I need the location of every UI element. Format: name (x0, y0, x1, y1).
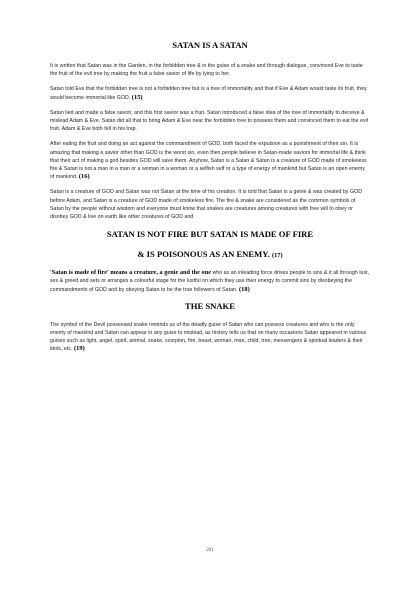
paragraph-text: Satan lied and made a false savior, and this first savior was a fruit. Satan introduced a false idea of the tree of immortality to deceive & mislead Adam & Eve. Satan did all that to bring Adam & Eve near the forbidden tree to possess them and convinced them to eat the evil fruit. Adam & Eve both fell in his trap. (50, 109, 369, 133)
paragraph (50, 140, 370, 181)
footnote-ref: (15) (131, 93, 143, 101)
paragraph (50, 85, 370, 101)
heading-text: & IS POISONOUS AS AN ENEMY. (137, 249, 270, 260)
section-1-body (50, 62, 370, 221)
paragraph-text: The symbol of the Devil possessed snake reminds us of the deadly guise of Satan who can possess creatures and who is the only enemy of mankind and Satan can appear in any guise to mislead, as history tells us that on many occasions Satan appeared in various guises such as light, angel, spirit, animal, snake, scorpion, fire, beast, woman, man, child, tree, messengers & spiritual leaders & their idols, etc. (50, 321, 367, 353)
heading-satan-is-a-satan: SATAN IS A SATAN (172, 40, 248, 50)
heading-the-snake: THE SNAKE (185, 300, 235, 311)
heading-not-fire: SATAN IS NOT FIRE BUT SATAN IS MADE OF FIRE (106, 229, 314, 240)
footnote-ref: (19) (73, 345, 85, 353)
footnote-ref: (16) (78, 173, 90, 181)
heading-poisonous (50, 249, 370, 259)
footnote-ref: (18) (238, 285, 250, 293)
paragraph-text: who as an inleading force drives people to sins & it all through lust, sex & greed and sets or arranges a colourful stage for the lustful on which they use their energy to commit sins by disobeying the commandments of GOD and by obeying Satan to be the true followers of Satan. (50, 270, 370, 293)
paragraph-text: After eating the fruit and doing an act against the commandment of GOD, both faced the expulsion as a punishment of their sin. It is amazing that making a savior other than GOD is the worst sin, even then people believe in Satan-made saviors for immortal life & think that their act of making a god besides GOD will save them. Anyhow, Satan is a Satan & Satan is a creature of GOD made of smokeless fire & Satan is not a man in a man or a woman in a woman or a selfish self or a type of energy of mankind but Satan is an open enemy of mankind. (50, 141, 367, 181)
paragraph-text: It is written that Satan was in the Garden, in the forbidden tree & in the guise of a snake and through dialogue, convinced Eve to taste the fruit of the evil tree by making the fruit a false savior of life by lying to her. (50, 63, 363, 78)
paragraph (50, 62, 370, 78)
paragraph (50, 321, 370, 354)
paragraph-lead: 'Satan is made of fire' means a creature, a genie and the one (50, 269, 211, 277)
footnote-ref: (17) (271, 252, 283, 260)
page-number: 201 (206, 548, 214, 553)
paragraph (50, 269, 370, 294)
paragraph (50, 109, 370, 134)
paragraph (50, 188, 370, 221)
paragraph-text: Satan is a creature of GOD and Satan was not Satan at the time of his creation. It is told that Satan is a genie & was created by GOD before Adam, and Satan is a creature of GOD made of smokeless fire. The fire & snake are considered as the common symbols of Satan by the people without wisdom and everyone must know that snakes are creatures among creatures with free will to obey or disobey GOD & live on earth like other creatures of GOD and (50, 189, 363, 221)
paragraph-text: Satan told Eve that the forbidden tree is not a forbidden tree but is a tree of immortality and that if Eve & Adam would taste its fruit, they would become immortal like GOD. (50, 86, 367, 101)
